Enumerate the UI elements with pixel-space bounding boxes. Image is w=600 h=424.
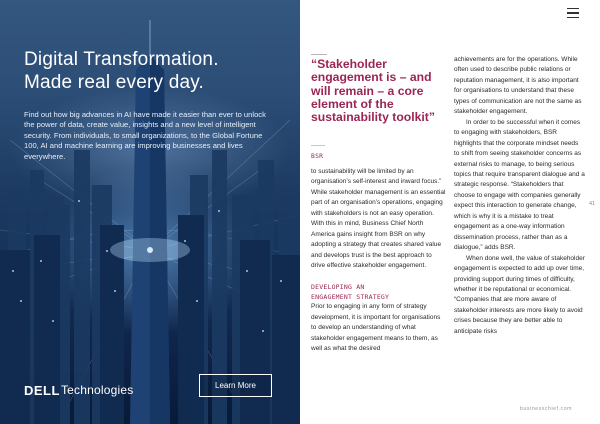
article-paragraph: achievements are for the operations. While often used to describe public relations or reputation management, it is also important for organisations to understand that these types of communication are not the same as stakeholder engagement. — [454, 56, 582, 116]
ad-headline-line-1: Digital Transformation. — [24, 49, 219, 70]
subheading-line-2: ENGAGEMENT STRATEGY — [311, 292, 390, 301]
article-paragraph: In order to be successful when it comes to engaging with stakeholders, BSR highlights that the corporate mindset needs to shift from seeing stakeholder concerns as external risks to manage, to being serious topics that require transparent dialogue and a strategic response. “Stakeholders that choose to engage with companies generally expect this interaction to generate change, which is why it is a mistake to treat engagement as a one-way information dissemination process, rather than as a dialogue,” adds BSR. — [454, 118, 585, 252]
pullquote-divider — [311, 54, 327, 55]
quote-attribution: BSR — [311, 153, 324, 160]
article-paragraph: When done well, the value of stakeholder engagement is expected to add up over time, providing support during times of difficulty, whether it be reputational or economical. “Companies that are more aware of stakeholder interests are more likely to avoid crises because they are better able to anticipate risks — [454, 254, 585, 335]
ad-headline — [24, 48, 294, 94]
article-page — [300, 0, 600, 424]
article-column-right — [454, 55, 585, 337]
footer-website-link[interactable]: businesschief.com — [520, 406, 573, 412]
ad-body-text: Find out how big advances in AI have made it easier than ever to unlock the power of data, create value, insights and a new level of intelligent security. From individuals, to small organizations, to the Global Fortune 100, AI and machine learning are improving businesses and lives everywhere. — [24, 110, 266, 161]
technologies-wordmark: Technologies — [60, 383, 134, 397]
page-number: 41 — [589, 201, 596, 207]
dell-logo-wordmark: DELL — [24, 382, 60, 398]
learn-more-button[interactable]: Learn More — [199, 374, 272, 397]
section-subheading — [311, 282, 446, 303]
pull-quote: “Stakeholder engagement is – and will remain – a core element of the sustainability toolkit” — [311, 57, 435, 125]
byline-divider — [311, 145, 325, 146]
article-paragraph: to sustainability will be limited by an organisation’s self-interest and inward focus.” While stakeholder management is an essential part of an organisation’s operations, engaging with stakeholders is not an easy operation. With this in mind, Business Chief North America gains insight from BSR on why adopting a strategy that creates shared value and develops trust is the best approach to drive effective stakeholder engagement. — [311, 168, 446, 270]
article-column-left — [311, 167, 446, 355]
article-paragraph: Prior to engaging in any form of strategy development, it is important for organisations to develop an understanding of what stakeholder engagement means to them, as well as what the desired — [311, 303, 441, 353]
dell-technologies-logo — [24, 381, 133, 399]
subheading-line-1: DEVELOPING AN — [311, 282, 365, 291]
ad-headline-line-2: Made real every day. — [24, 72, 205, 93]
hamburger-menu-icon[interactable] — [567, 8, 579, 20]
